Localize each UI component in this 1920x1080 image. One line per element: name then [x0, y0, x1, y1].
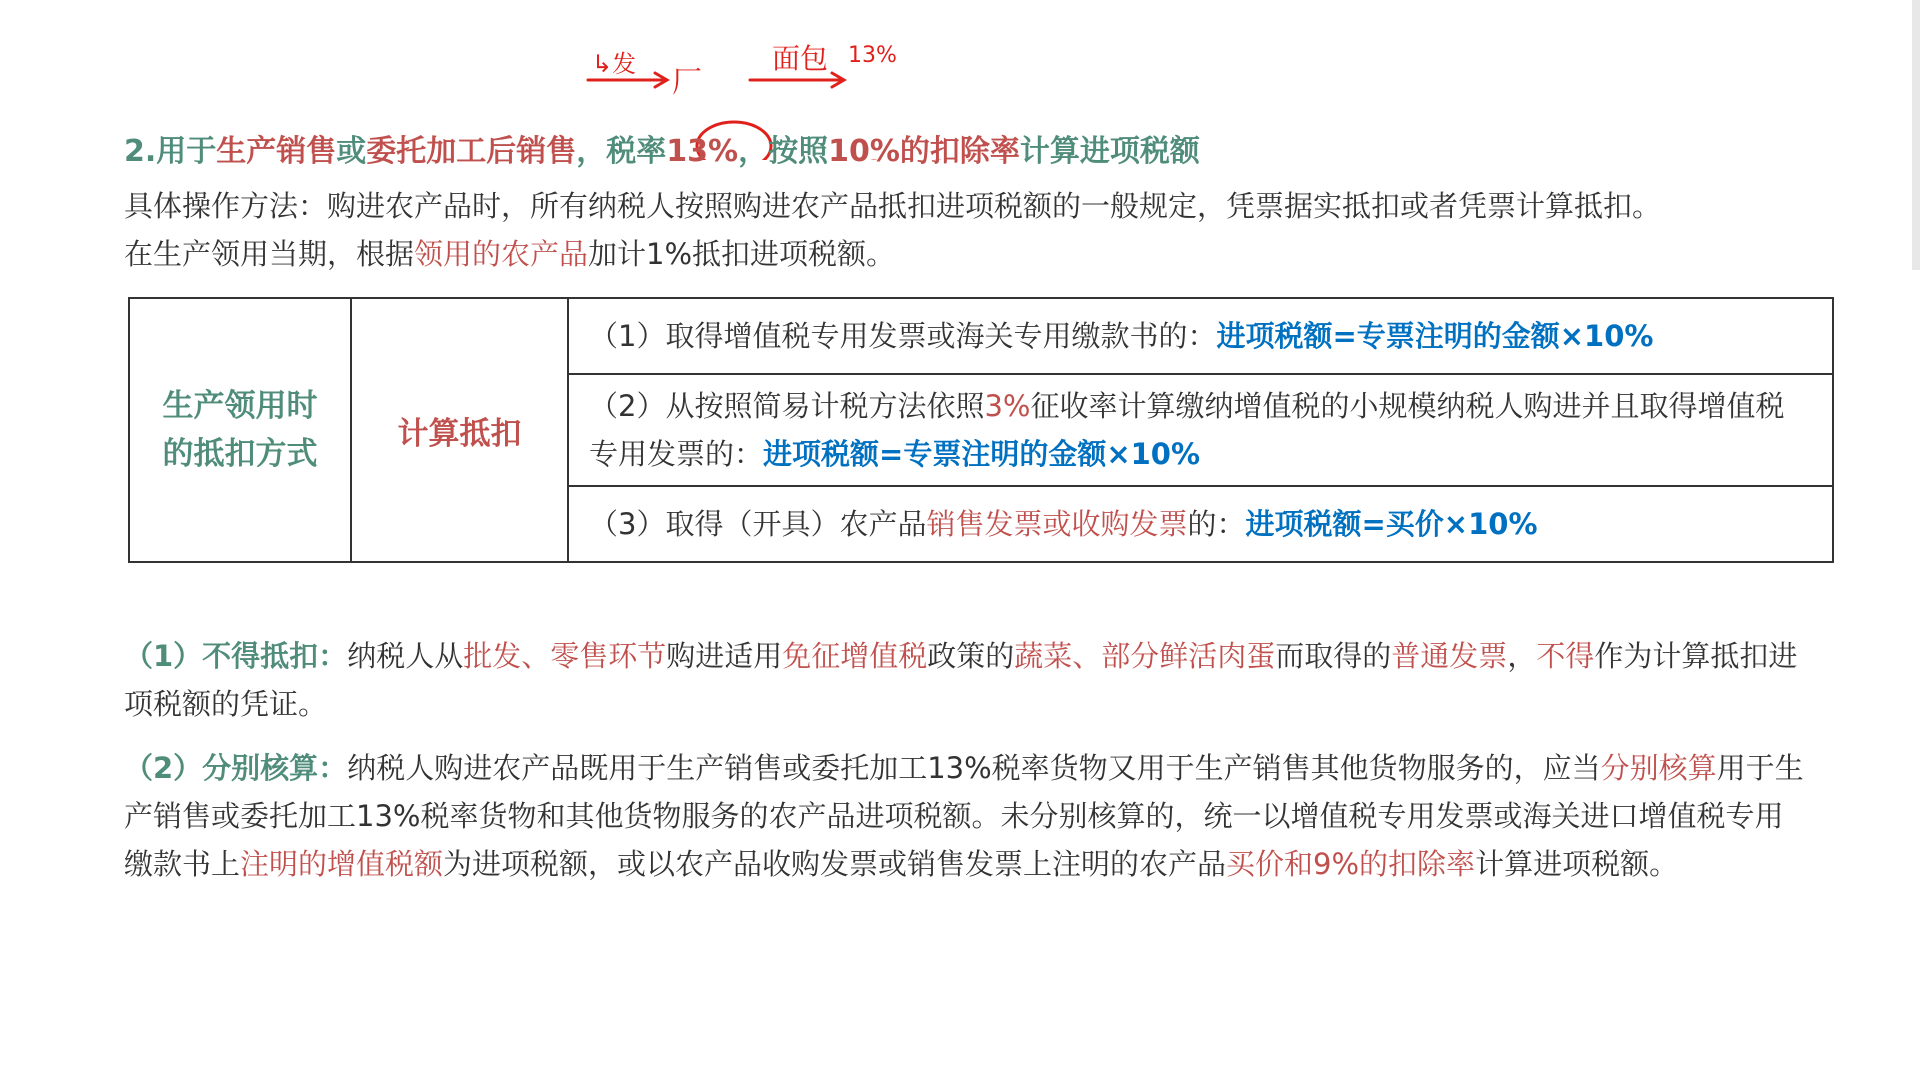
note-separate-accounting: （2）分别核算：纳税人购进农产品既用于生产销售或委托加工13%税率货物又用于生产销售其他货物服务的，应当分别核算用于生产销售或委托加工13%税率货物和其他货物服务的农产品进项税额。未分别核算的，统一以增值税专用发票或海关进口增值税专用缴款书上注明的增值税额为进项税额，或以农产品收购发票或销售发票上注明的农产品买价和9%的扣除率计算进项税额。: [124, 751, 1804, 881]
method-line-2: 在生产领用当期，根据领用的农产品加计1%抵扣进项税额。: [124, 237, 896, 271]
annotation-left-text: ↳发: [592, 50, 637, 78]
annotation-right-text: 面包: [772, 42, 829, 75]
annotation-left-char: 厂: [672, 65, 702, 100]
table-row-3: （3）取得（开具）农产品销售发票或收购发票的：进项税额=买价×10%: [568, 486, 1833, 562]
method-line-1: 具体操作方法：购进农产品时，所有纳税人按照购进农产品抵扣进项税额的一般规定，凭票据实抵扣或者凭票计算抵扣。: [124, 189, 1662, 223]
scrollbar[interactable]: [1912, 0, 1920, 270]
note-no-deduction: （1）不得抵扣：纳税人从批发、零售环节购进适用免征增值税政策的蔬菜、部分鲜活肉蛋而取得的普通发票，不得作为计算抵扣进项税额的凭证。: [124, 639, 1798, 721]
table-calc-cell: 计算抵扣: [351, 298, 568, 562]
table-row-1: （1）取得增值税专用发票或海关专用缴款书的：进项税额=专票注明的金额×10%: [568, 298, 1833, 374]
section-heading: 2.用于生产销售或委托加工后销售，税率13%，按照10%的扣除率计算进项税额: [124, 134, 1200, 169]
annotation-rate-text: 13%: [848, 43, 897, 68]
method-paragraph: [124, 182, 1804, 278]
table-row-2: （2）从按照简易计税方法依照3%征收率计算缴纳增值税的小规模纳税人购进并且取得增值税专用发票的：进项税额=专票注明的金额×10%: [568, 374, 1833, 486]
deduction-method-table: [128, 297, 1834, 563]
table-label-cell: 生产领用时 的抵扣方式: [129, 298, 351, 562]
